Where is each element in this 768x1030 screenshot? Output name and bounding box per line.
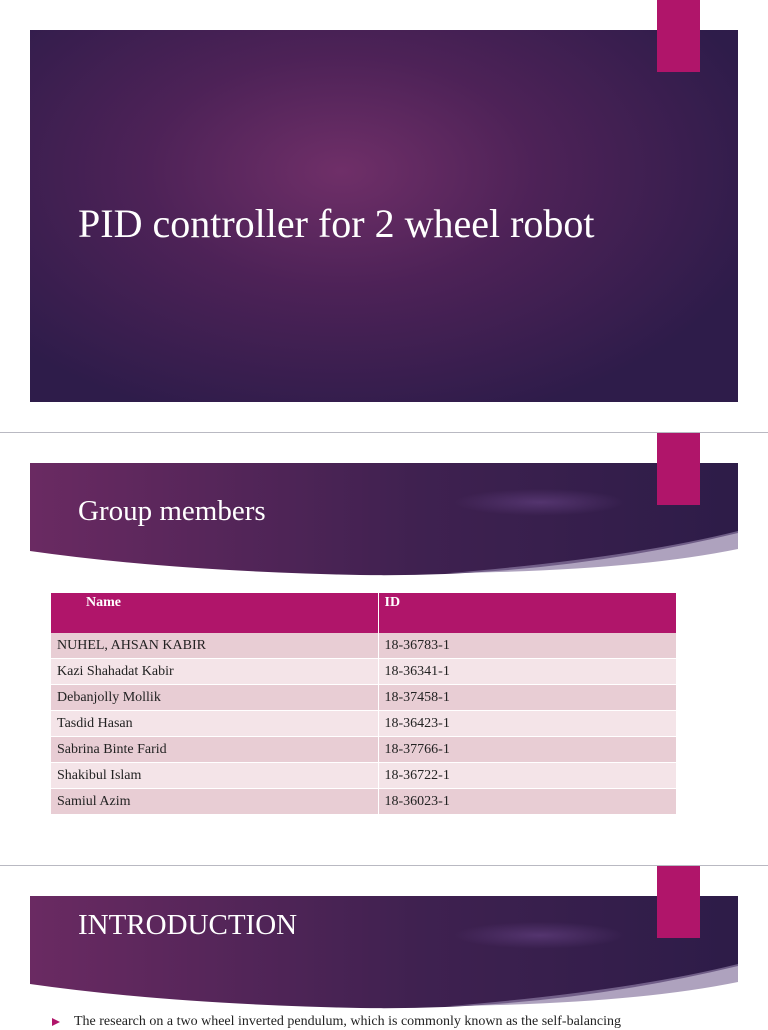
section-heading: INTRODUCTION [78,909,298,941]
member-id: 18-36341-1 [378,659,676,685]
accent-tab [657,866,700,938]
member-name: NUHEL, AHSAN KABIR [51,633,378,659]
title-slide [0,0,768,432]
bullet-arrow-icon [52,1018,60,1026]
member-id: 18-36423-1 [378,711,676,737]
members-table [51,593,677,815]
accent-tab [657,433,700,505]
member-name: Shakibul Islam [51,763,378,789]
table-row [51,789,676,815]
section-heading: Group members [78,495,266,527]
accent-tab [657,0,700,72]
member-name: Samiul Azim [51,789,378,815]
table-row [51,737,676,763]
table-row [51,763,676,789]
table-row [51,685,676,711]
member-id: 18-36023-1 [378,789,676,815]
table-row [51,711,676,737]
table-row [51,633,676,659]
member-id: 18-37766-1 [378,737,676,763]
member-name: Debanjolly Mollik [51,685,378,711]
intro-bullet-text: The research on a two wheel inverted pendulum, which is commonly known as the self-balancing [74,1014,622,1029]
table-row [51,659,676,685]
column-header-id: ID [378,593,676,633]
members-slide [0,433,768,865]
member-id: 18-36783-1 [378,633,676,659]
slide-title: PID controller for 2 wheel robot [78,201,595,246]
column-header-name: Name [51,593,378,633]
member-id: 18-36722-1 [378,763,676,789]
member-name: Sabrina Binte Farid [51,737,378,763]
introduction-slide [0,866,768,1029]
member-name: Kazi Shahadat Kabir [51,659,378,685]
member-name: Tasdid Hasan [51,711,378,737]
member-id: 18-37458-1 [378,685,676,711]
table-header-row [51,593,676,633]
